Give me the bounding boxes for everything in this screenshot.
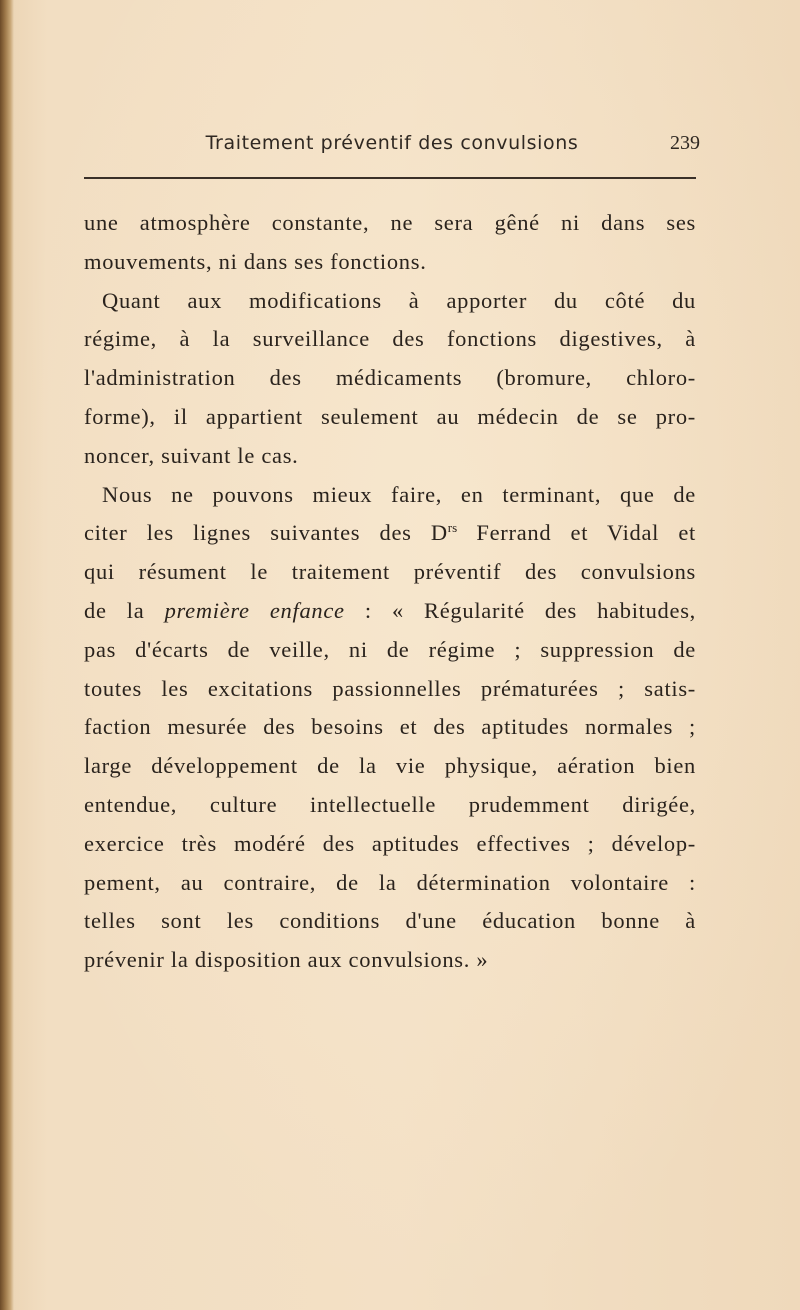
text-fragment: de la bbox=[84, 597, 165, 623]
text-line: exercice très modéré des aptitudes effectives ; dévelop- bbox=[84, 830, 696, 856]
text-line: l'administration des médicaments (bromure, chloro- bbox=[84, 365, 696, 391]
text-line: entendue, culture intellectuelle prudemment dirigée, bbox=[84, 791, 696, 817]
text-line: pement, au contraire, de la détermination volontaire : bbox=[84, 869, 696, 895]
text-line: telles sont les conditions d'une éducation bonne à bbox=[84, 908, 696, 934]
text-line: mouvements, ni dans ses fonctions. bbox=[84, 248, 427, 274]
text-line: faction mesurée des besoins et des aptitudes normales ; bbox=[84, 714, 696, 740]
text-line: Nous ne pouvons mieux faire, en terminant, que de bbox=[102, 481, 696, 507]
text-line: pas d'écarts de veille, ni de régime ; suppression de bbox=[84, 636, 696, 662]
text-line: Quant aux modifications à apporter du côté du bbox=[102, 287, 696, 313]
text-fragment: : « Régularité des habitudes, bbox=[344, 597, 696, 623]
superscript: rs bbox=[447, 520, 458, 536]
page-number: 239 bbox=[670, 132, 700, 154]
text-line bbox=[84, 592, 696, 631]
text-line: noncer, suivant le cas. bbox=[84, 442, 299, 468]
running-head bbox=[84, 130, 700, 160]
text-line: prévenir la disposition aux convulsions. » bbox=[84, 947, 489, 973]
italic-phrase: première enfance bbox=[164, 597, 345, 623]
text-line: régime, à la surveillance des fonctions digestives, à bbox=[84, 326, 696, 352]
text-line: toutes les excitations passionnelles prématurées ; satis- bbox=[84, 675, 696, 701]
page-binding-edge bbox=[0, 0, 14, 1310]
header-rule bbox=[84, 177, 696, 179]
text-fragment: Ferrand et Vidal et bbox=[457, 520, 696, 546]
text-fragment: citer les lignes suivantes des D bbox=[84, 520, 448, 546]
text-line: large développement de la vie physique, aération bien bbox=[84, 753, 696, 779]
running-title: Traitement préventif des convulsions bbox=[205, 132, 579, 154]
body-text bbox=[84, 204, 696, 980]
text-line: forme), il appartient seulement au médecin de se pro- bbox=[84, 403, 696, 429]
text-line bbox=[84, 514, 696, 553]
text-line: qui résument le traitement préventif des convulsions bbox=[84, 559, 696, 585]
text-line: une atmosphère constante, ne sera gêné ni dans ses bbox=[84, 210, 696, 235]
